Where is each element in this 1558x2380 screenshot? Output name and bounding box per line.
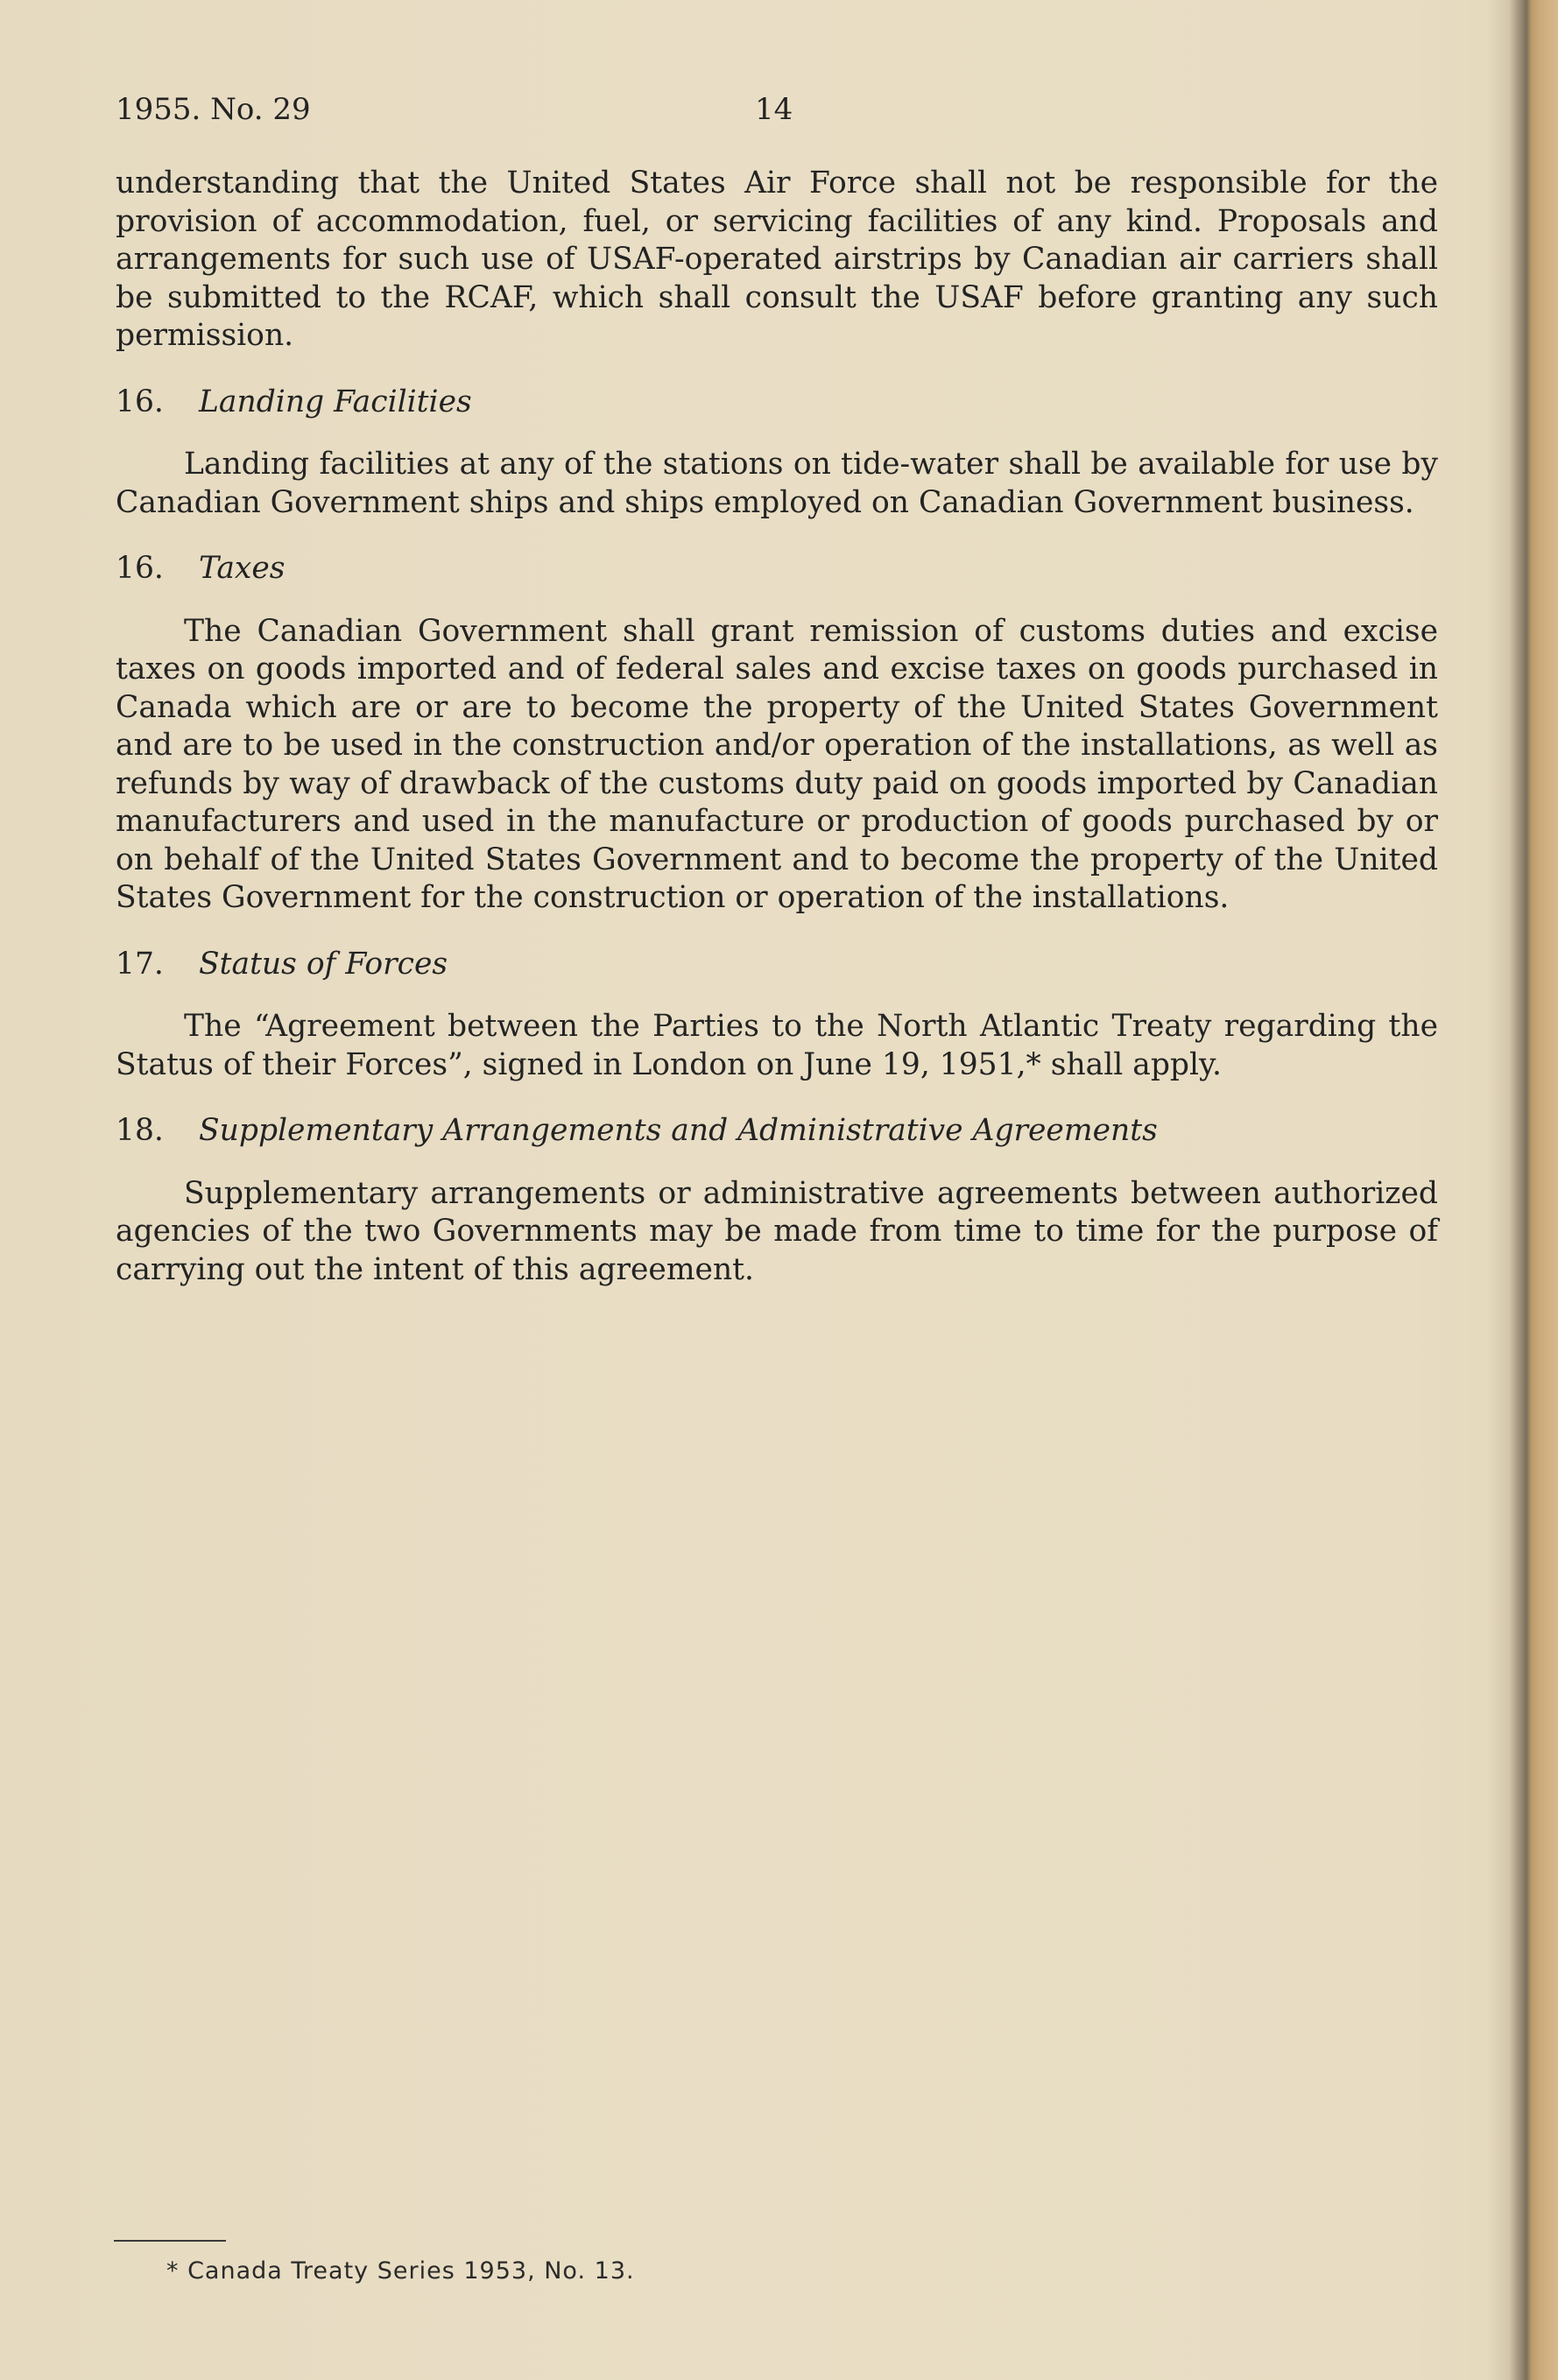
section-title: Taxes <box>199 551 286 586</box>
section-heading-supplementary-arrangements <box>116 1112 1438 1151</box>
page-number: 14 <box>755 92 793 127</box>
page-body <box>116 165 1438 1289</box>
section-paragraph-landing-facilities: Landing facilities at any of the stations on tide-water shall be available for use by Canadian Government ships and ships employed on Canadian Government business. <box>116 447 1438 520</box>
section-heading-taxes <box>116 550 1438 588</box>
continuation-paragraph: understanding that the United States Air Force shall not be responsible for the provision of accommodation, fuel, or servicing facilities of any kind. Proposals and arrangements for such use of USAF-operated airstrips by Canadian air carriers shall be submitted to the RCAF, which shall consult the USAF before granting any such permission. <box>116 165 1438 353</box>
footnote: * Canada Treaty Series 1953, No. 13. <box>166 2257 635 2285</box>
section-title: Landing Facilities <box>199 384 472 419</box>
treaty-series-number: 1955. No. 29 <box>116 92 311 127</box>
footnote-divider <box>114 2240 226 2242</box>
section-number: 17. <box>116 946 164 982</box>
section-number: 16. <box>116 551 164 586</box>
section-number: 18. <box>116 1113 164 1148</box>
section-title: Supplementary Arrangements and Administrative Agreements <box>199 1113 1158 1148</box>
page-binding-edge <box>1488 0 1558 2380</box>
section-heading-status-of-forces <box>116 946 1438 984</box>
page-header <box>116 92 1447 136</box>
section-paragraph-status-of-forces: The “Agreement between the Parties to the North Atlantic Treaty regarding the Status of their Forces”, signed in London on June 19, 1951,* shall apply. <box>116 1009 1438 1082</box>
section-paragraph-taxes: The Canadian Government shall grant remission of customs duties and excise taxes on goods imported and of federal sales and excise taxes on goods purchased in Canada which are or are to become the property of the United States Government and are to be used in the construction and/or operation of the installations, as well as refunds by way of drawback of the customs duty paid on goods imported by Canadian manufacturers and used in the manufacture or production of goods purchased by or on behalf of the United States Government and to become the property of the United States Government for the construction or operation of the installations. <box>116 613 1438 915</box>
section-title: Status of Forces <box>199 946 448 982</box>
section-number: 16. <box>116 384 164 419</box>
section-paragraph-supplementary-arrangements: Supplementary arrangements or administrative agreements between authorized agencies of the two Governments may be made from time to time for the purpose of carrying out the intent of this agreement. <box>116 1175 1438 1287</box>
section-heading-landing-facilities <box>116 384 1438 422</box>
